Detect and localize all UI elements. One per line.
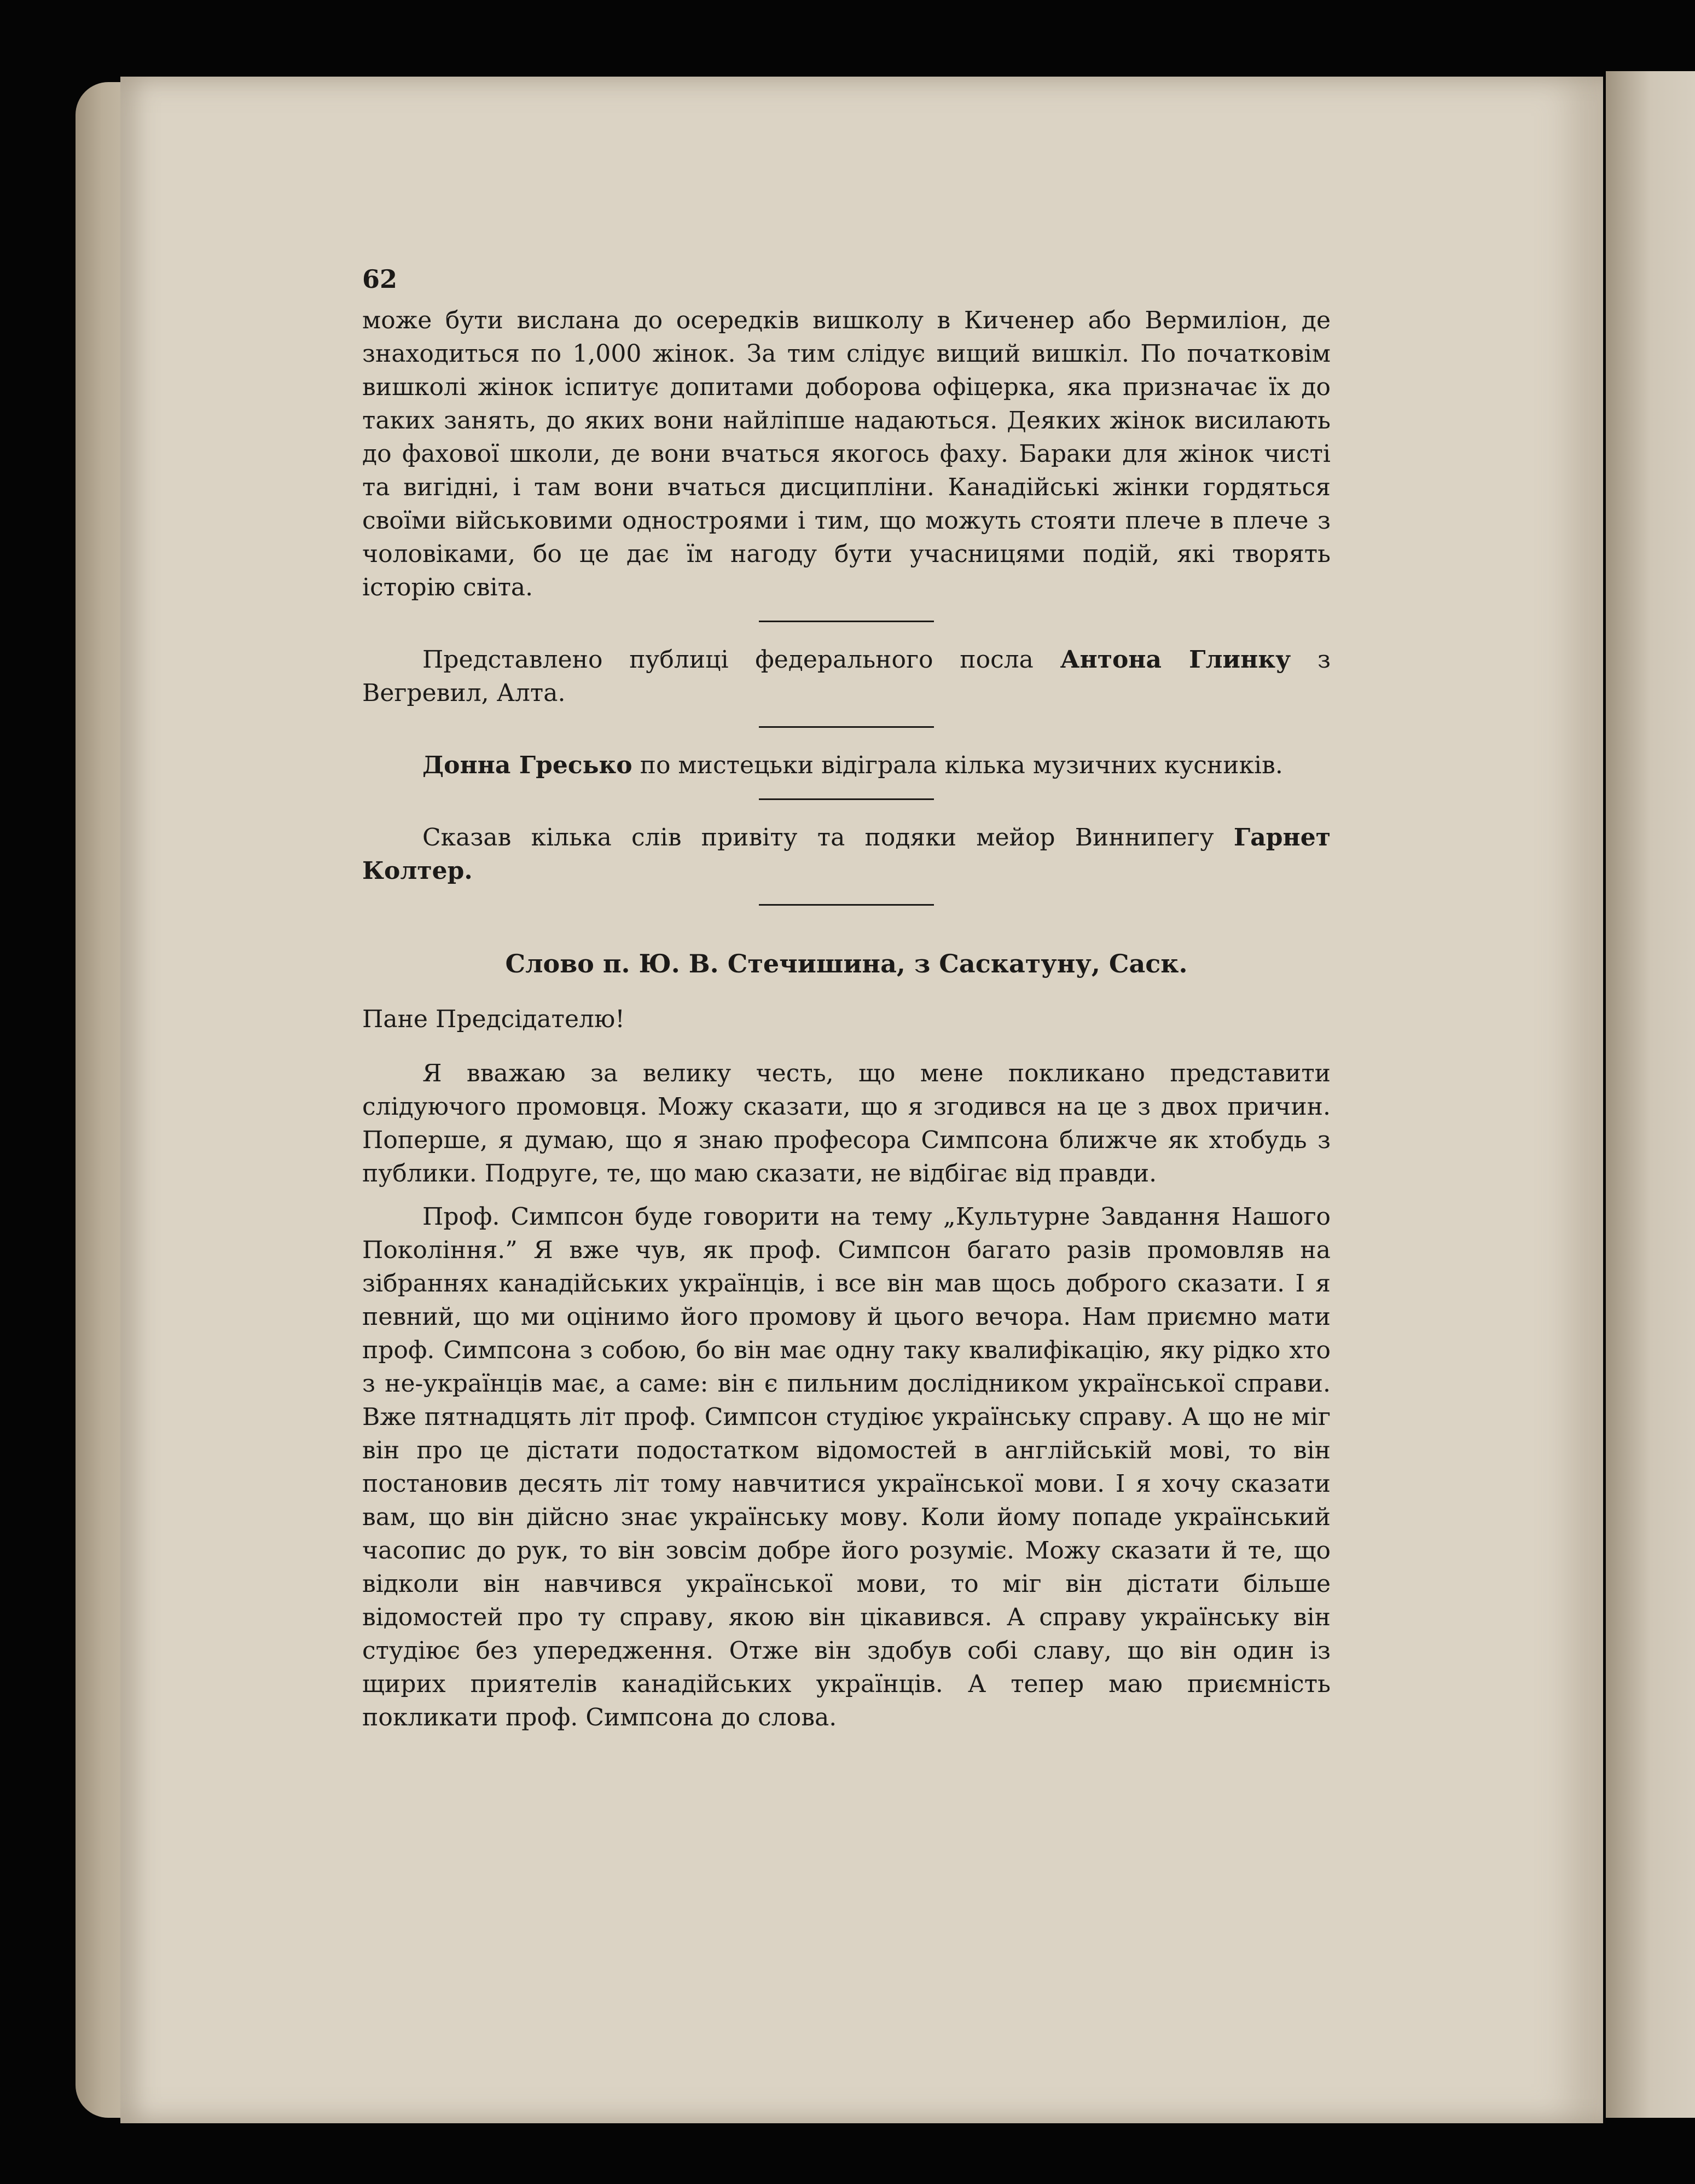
page-content	[362, 263, 1331, 1734]
section-divider	[759, 904, 934, 906]
paragraph-women-training: може бути вислана до осередків вишколу в Киченер або Вермиліон, де знаходиться по 1,000 жінок. За тим слідує вищий вишкіл. По початковім вишколі жінок іспитує допитами доборова офіцерка, яка призначає їх до таких занять, до яких вони найліпше надаються. Деяких жінок висилають до фахової школи, де вони вчаться якогось фаху. Бараки для жінок чисті та вигідні, і там вони вчаться дисципліни. Канадійські жінки гордяться своїми військовими одностроями і тим, що можуть стояти плече в плече з чоловіками, бо це дає їм нагоду бути учасницями подій, які творять історію світа.	[362, 306, 1331, 601]
speech-heading: Слово п. Ю. В. Стечишина, з Саскатуну, Саск.	[505, 949, 1188, 978]
speech-paragraph: Я вважаю за велику честь, що мене покликано представити слідуючого промовця. Можу сказати, що я згодився на це з двох причин. Поперше, я думаю, що я знаю професора Симпсона ближче як хтобудь з публики. Подруге, те, що маю сказати, не відбігає від правди.	[362, 1059, 1331, 1187]
announcement-music	[362, 749, 1331, 782]
announcement-text: по мистецьки відіграла кілька музичних кусників.	[632, 751, 1283, 779]
person-name: Гарнет Колтер.	[362, 824, 1331, 885]
person-name: Донна Гресько	[422, 751, 632, 779]
announcement-mayor	[362, 821, 1331, 888]
page-number: 62	[362, 264, 398, 294]
facing-page-edge	[1606, 71, 1695, 2118]
announcement-text: Представлено публиці федерального посла	[422, 646, 1060, 674]
salutation: Пане Предсідателю!	[362, 1005, 625, 1033]
section-divider	[759, 798, 934, 800]
person-name: Антона Глинку	[1060, 646, 1291, 674]
announcement-text: Сказав кілька слів привіту та подяки мейор Виннипегу	[422, 824, 1234, 851]
announcement-introduction	[362, 643, 1331, 710]
speech-paragraph: Проф. Симпсон буде говорити на тему „Культурне Завдання Нашого Покоління.” Я вже чув, як проф. Симпсон багато разів промовляв на зібраннях канадійських українців, і все він мав щось доброго сказати. І я певний, що ми оцінимо його промову й цього вечора. Нам приємно мати проф. Симпсона з собою, бо він має одну таку квалифікацію, яку рідко хто з не-українців має, а саме: він є пильним дослідником української справи. Вже пятнадцять літ проф. Симпсон студіює українську справу. А що не міг він про це дістати подостатком відомостей в англійській мові, то він постановив десять літ тому навчитися української мови. І я хочу сказати вам, що він дійсно знає українську мову. Коли йому попаде український часопис до рук, то він зовсім добре його розуміє. Можу сказати й те, що відколи він навчився української мови, то міг він дістати більше відомостей про ту справу, якою він цікавився. А справу українську він студіює без упередження. Отже він здобув собі славу, що він один із щирих приятелів канадійських українців. А тепер маю приємність покликати проф. Симпсона до слова.	[362, 1203, 1331, 1731]
section-divider	[759, 726, 934, 728]
announcement-text: з Вегревил, Алта.	[362, 646, 1331, 707]
section-divider	[759, 621, 934, 622]
